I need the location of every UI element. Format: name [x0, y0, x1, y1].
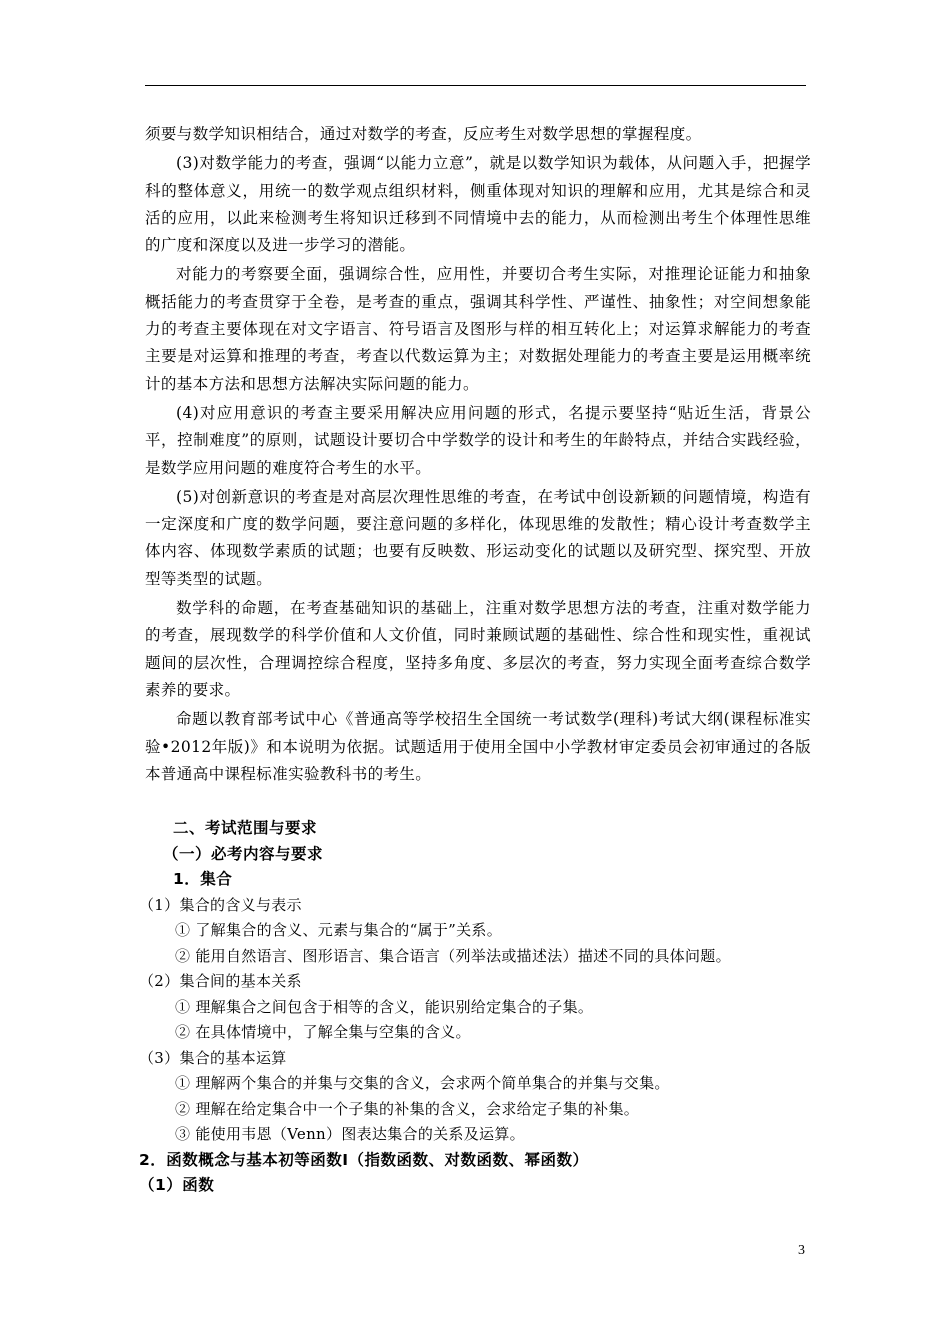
list-item: ① 理解集合之间包含于相等的含义，能识别给定集合的子集。	[175, 997, 594, 1016]
paragraph: (4)对应用意识的考查主要采用解决应用问题的形式，名提示要坚持“贴近生活，背景公平，控制难度”的原则，试题设计要切合中学数学的设计和考生的年龄特点，并结合实践经验，是数学应用问题的难度符合考生的水平。	[145, 403, 811, 477]
part-heading: （一）必考内容与要求	[163, 844, 324, 863]
page-body	[139, 121, 811, 1199]
section-heading: 二、考试范围与要求	[173, 819, 318, 838]
page-number: 3	[798, 1243, 805, 1258]
list-item: ② 在具体情境中，了解全集与空集的含义。	[175, 1023, 471, 1042]
subsection-label: （2）集合间的基本关系	[139, 972, 302, 991]
spacer	[145, 790, 811, 816]
header-rule	[145, 85, 806, 86]
paragraph: (3)对数学能力的考查，强调“以能力立意”，就是以数学知识为载体，从问题入手，把握学科的整体意义，用统一的数学观点组织材料，侧重体现对知识的理解和应用，尤其是综合和灵活的应用，以此来检测考生将知识迁移到不同情境中去的能力，从而检测出考生个体理性思维的广度和深度以及进一步学习的潜能。	[145, 154, 811, 255]
subsection-label: （1）集合的含义与表示	[139, 895, 302, 914]
paragraph: 命题以教育部考试中心《普通高等学校招生全国统一考试数学(理科)考试大纲(课程标准实验•2012年版)》和本说明为依据。试题适用于使用全国中小学教材审定委员会初审通过的各版本普通高中课程标准实验教科书的考生。	[145, 710, 811, 783]
list-item: ② 理解在给定集合中一个子集的补集的含义，会求给定子集的补集。	[175, 1099, 640, 1118]
topic-heading: 1．集合	[173, 870, 233, 889]
paragraph: 对能力的考察要全面，强调综合性，应用性，并要切合考生实际，对推理论证能力和抽象概括能力的考查贯穿于全卷，是考查的重点，强调其科学性、严谨性、抽象性；对空间想象能力的考查主要体现在对文字语言、符号语言及图形与样的相互转化上；对运算求解能力的考查主要是对运算和推理的考查，考查以代数运算为主；对数据处理能力的考查主要是运用概率统计的基本方法和思想方法解决实际问题的能力。	[145, 265, 811, 393]
subtopic-heading: （1）函数	[139, 1176, 215, 1195]
paragraph: 须要与数学知识相结合，通过对数学的考查，反应考生对数学思想的掌握程度。	[145, 125, 702, 143]
list-item: ② 能用自然语言、图形语言、集合语言（列举法或描述法）描述不同的具体问题。	[175, 946, 731, 965]
paragraph: 数学科的命题，在考查基础知识的基础上，注重对数学思想方法的考查，注重对数学能力的考查，展现数学的科学价值和人文价值，同时兼顾试题的基础性、综合性和现实性，重视试题间的层次性，合理调控综合程度，坚持多角度、多层次的考查，努力实现全面考查综合数学素养的要求。	[145, 599, 811, 699]
subsection-label: （3）集合的基本运算	[139, 1048, 287, 1067]
list-item: ③ 能使用韦恩（Venn）图表达集合的关系及运算。	[175, 1125, 525, 1144]
paragraph: (5)对创新意识的考查是对高层次理性思维的考查，在考试中创设新颖的问题情境，构造有一定深度和广度的数学问题，要注意问题的多样化，体现思维的发散性；精心设计考查数学主体内容、体现数学素质的试题；也要有反映数、形运动变化的试题以及研究型、探究型、开放型等类型的试题。	[145, 487, 811, 588]
list-item: ① 了解集合的含义、元素与集合的“属于”关系。	[175, 921, 503, 940]
topic-heading: 2．函数概念与基本初等函数Ⅰ（指数函数、对数函数、幂函数）	[139, 1150, 589, 1169]
list-item: ① 理解两个集合的并集与交集的含义，会求两个简单集合的并集与交集。	[175, 1074, 670, 1093]
